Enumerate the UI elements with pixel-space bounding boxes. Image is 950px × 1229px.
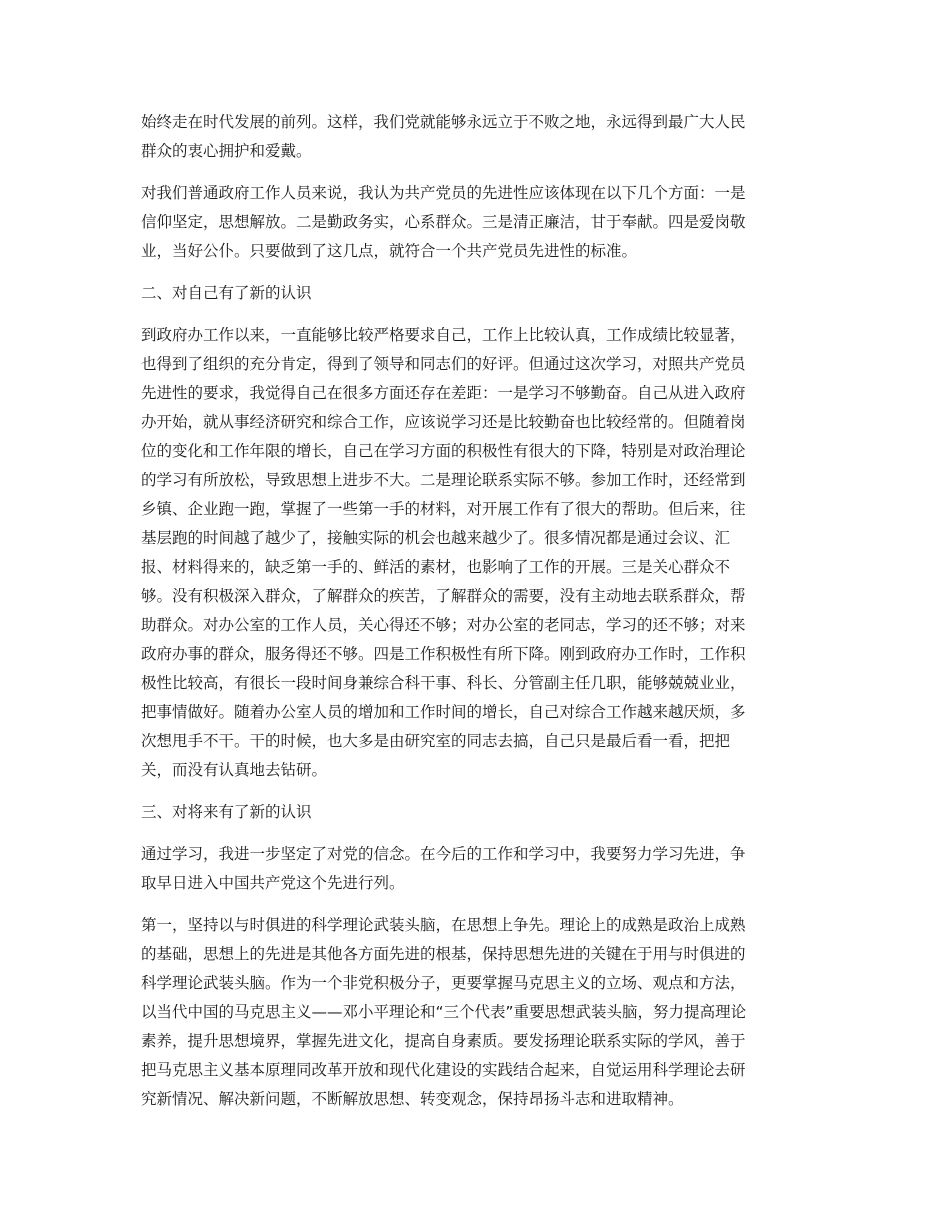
text-line: 取早日进入中国共产党这个先进行列。 <box>141 874 405 892</box>
section-heading <box>141 798 813 827</box>
body-paragraph <box>141 321 813 785</box>
text-line: 第一，坚持以与时俱进的科学理论武装头脑，在思想上争先。理论上的成熟是政治上成熟 <box>141 916 746 934</box>
body-paragraph <box>141 911 813 1114</box>
text-line: 关，而没有认真地去钻研。 <box>141 761 328 779</box>
text-line: 的学习有所放松，导致思想上进步不大。二是理论联系实际不够。参加工作时，还经常到 <box>141 471 746 489</box>
text-line: 次想甩手不干。干的时候，也大多是由研究室的同志去搞，自己只是最后看一看，把把 <box>141 732 731 750</box>
text-line: 业，当好公仆。只要做到了这几点，就符合一个共产党员先进性的标准。 <box>141 242 638 260</box>
body-paragraph <box>141 840 813 898</box>
text-line: 的基础，思想上的先进是其他各方面先进的根基，保持思想先进的关键在于用与时俱进的 <box>141 945 746 963</box>
text-line: 素养，提升思想境界，掌握先进文化，提高自身素质。要发扬理论联系实际的学风，善于 <box>141 1032 746 1050</box>
text-line: 群众的衷心拥护和爱戴。 <box>141 142 312 160</box>
text-line: 二、对自己有了新的认识 <box>141 284 312 302</box>
body-paragraph <box>141 179 813 266</box>
section-heading <box>141 279 813 308</box>
text-line: 够。没有积极深入群众，了解群众的疾苦，了解群众的需要，没有主动地去联系群众，帮 <box>141 587 746 605</box>
body-paragraph <box>141 108 813 166</box>
text-line: 基层跑的时间越了越少了，接触实际的机会也越来越少了。很多情况都是通过会议、汇 <box>141 529 731 547</box>
text-line: 到政府办工作以来，一直能够比较严格要求自己，工作上比较认真，工作成绩比较显著， <box>141 326 746 344</box>
text-line: 信仰坚定，思想解放。二是勤政务实，心系群众。三是清正廉洁，甘于奉献。四是爱岗敬 <box>141 213 746 231</box>
text-line: 政府办事的群众，服务得还不够。四是工作积极性有所下降。刚到政府办工作时，工作积 <box>141 645 746 663</box>
text-line: 究新情况、解决新问题，不断解放思想、转变观念，保持昂扬斗志和进取精神。 <box>141 1090 684 1108</box>
text-line: 先进性的要求，我觉得自己在很多方面还存在差距：一是学习不够勤奋。自己从进入政府 <box>141 384 746 402</box>
text-line: 位的变化和工作年限的增长，自己在学习方面的积极性有很大的下降，特别是对政治理论 <box>141 442 746 460</box>
text-line: 也得到了组织的充分肯定，得到了领导和同志们的好评。但通过这次学习，对照共产党员 <box>141 355 746 373</box>
document-page <box>141 108 813 1127</box>
text-line: 对我们普通政府工作人员来说，我认为共产党员的先进性应该体现在以下几个方面：一是 <box>141 184 746 202</box>
text-line: 办开始，就从事经济研究和综合工作，应该说学习还是比较勤奋也比较经常的。但随着岗 <box>141 413 746 431</box>
text-line: 极性比较高，有很长一段时间身兼综合科干事、科长、分管副主任几职，能够兢兢业业， <box>141 674 746 692</box>
text-line: 始终走在时代发展的前列。这样，我们党就能够永远立于不败之地，永远得到最广大人民 <box>141 113 746 131</box>
text-line: 乡镇、企业跑一跑，掌握了一些第一手的材料，对开展工作有了很大的帮助。但后来，往 <box>141 500 746 518</box>
text-line: 通过学习，我进一步坚定了对党的信念。在今后的工作和学习中，我要努力学习先进，争 <box>141 845 746 863</box>
text-line: 以当代中国的马克思主义——邓小平理论和“三个代表”重要思想武装头脑，努力提高理论 <box>141 1003 747 1021</box>
text-line: 把事情做好。随着办公室人员的增加和工作时间的增长，自己对综合工作越来越厌烦，多 <box>141 703 746 721</box>
text-line: 把马克思主义基本原理同改革开放和现代化建设的实践结合起来，自觉运用科学理论去研 <box>141 1061 746 1079</box>
text-line: 助群众。对办公室的工作人员，关心得还不够；对办公室的老同志，学习的还不够；对来 <box>141 616 746 634</box>
text-line: 报、材料得来的，缺乏第一手的、鲜活的素材，也影响了工作的开展。三是关心群众不 <box>141 558 731 576</box>
text-line: 三、对将来有了新的认识 <box>141 803 312 821</box>
text-line: 科学理论武装头脑。作为一个非党积极分子，更要掌握马克思主义的立场、观点和方法， <box>141 974 746 992</box>
